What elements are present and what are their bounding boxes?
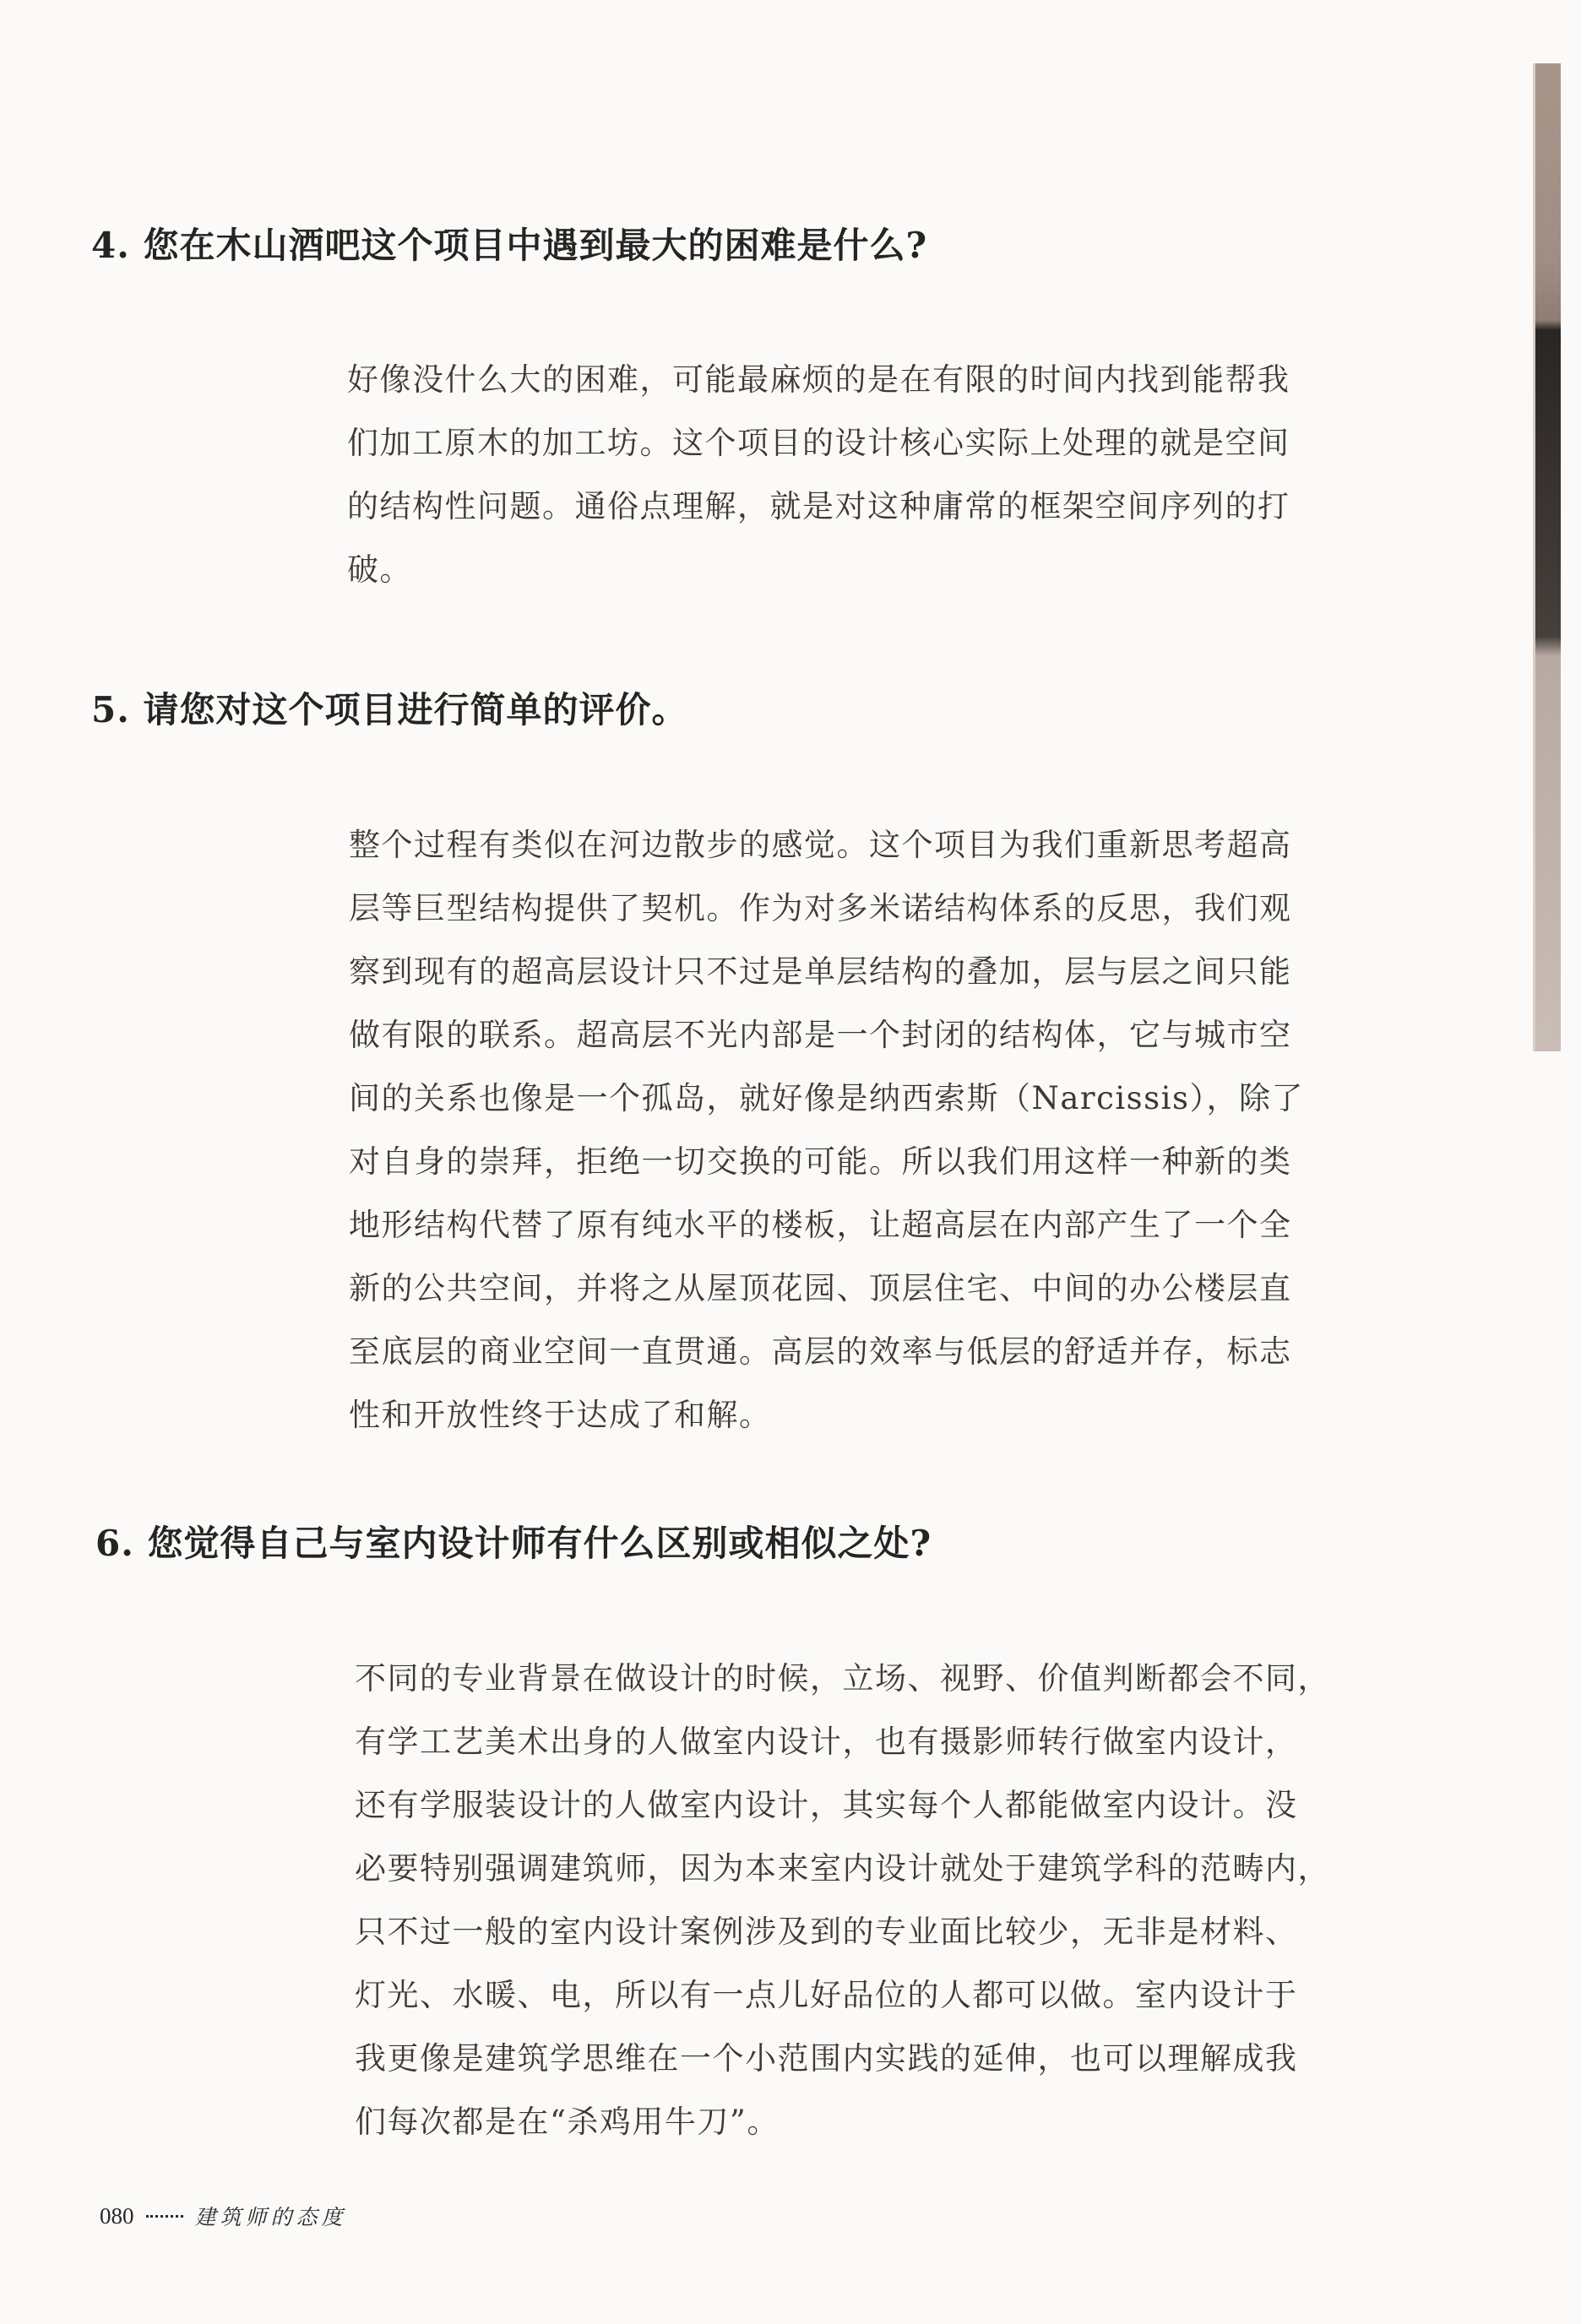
- answer-line: 我更像是建筑学思维在一个小范围内实践的延伸，也可以理解成我: [355, 2040, 1298, 2077]
- book-title: 建筑师的态度: [194, 2205, 347, 2229]
- question-4-heading: 4. 您在木山酒吧这个项目中遇到最大的困难是什么?: [91, 225, 928, 266]
- answer-line: 只不过一般的室内设计案例涉及到的专业面比较少，无非是材料、: [355, 1914, 1298, 1950]
- page-footer: [100, 2201, 347, 2231]
- answer-line: 对自身的崇拜，拒绝一切交换的可能。所以我们用这样一种新的类: [349, 1143, 1292, 1180]
- page-number: 080: [100, 2202, 134, 2229]
- answer-line: 们每次都是在“杀鸡用牛刀”。: [355, 2104, 780, 2140]
- answer-line: 破。: [347, 551, 412, 588]
- answer-line: 地形结构代替了原有纯水平的楼板，让超高层在内部产生了一个全: [349, 1207, 1292, 1243]
- answer-line: 的结构性问题。通俗点理解，就是对这种庸常的框架空间序列的打: [347, 488, 1290, 524]
- answer-line: 灯光、水暖、电，所以有一点儿好品位的人都可以做。室内设计于: [355, 1977, 1298, 2013]
- answer-line: 必要特别强调建筑师，因为本来室内设计就处于建筑学科的范畴内，: [355, 1850, 1330, 1887]
- answer-4-paragraph: [347, 348, 1290, 601]
- question-5-heading: 5. 请您对这个项目进行简单的评价。: [91, 689, 688, 730]
- footer-divider: [146, 2215, 183, 2218]
- answer-line: 至底层的商业空间一直贯通。高层的效率与低层的舒适并存，标志: [349, 1333, 1292, 1370]
- answer-line: 有学工艺美术出身的人做室内设计，也有摄影师转行做室内设计，: [355, 1724, 1298, 1760]
- answer-line: 还有学服装设计的人做室内设计，其实每个人都能做室内设计。没: [355, 1787, 1298, 1823]
- answer-line: 性和开放性终于达成了和解。: [349, 1397, 772, 1433]
- answer-line: 们加工原木的加工坊。这个项目的设计核心实际上处理的就是空间: [347, 425, 1290, 461]
- answer-line: 层等巨型结构提供了契机。作为对多米诺结构体系的反思，我们观: [349, 890, 1292, 926]
- question-6-heading: 6. 您觉得自己与室内设计师有什么区别或相似之处?: [95, 1523, 932, 1564]
- answer-line: 新的公共空间，并将之从屋顶花园、顶层住宅、中间的办公楼层直: [349, 1270, 1292, 1306]
- adjacent-page-photo-strip: [1535, 63, 1561, 1051]
- answer-line: 整个过程有类似在河边散步的感觉。这个项目为我们重新思考超高: [349, 827, 1292, 863]
- answer-5-paragraph: [349, 813, 1304, 1447]
- answer-6-paragraph: [355, 1647, 1330, 2153]
- answer-line: 察到现有的超高层设计只不过是单层结构的叠加，层与层之间只能: [349, 953, 1292, 990]
- answer-line: 做有限的联系。超高层不光内部是一个封闭的结构体，它与城市空: [349, 1017, 1292, 1053]
- answer-line: 不同的专业背景在做设计的时候，立场、视野、价值判断都会不同，: [355, 1660, 1330, 1697]
- answer-line: 好像没什么大的困难，可能最麻烦的是在有限的时间内找到能帮我: [347, 361, 1290, 398]
- answer-line: 间的关系也像是一个孤岛，就好像是纳西索斯（Narcissis），除了: [349, 1080, 1304, 1116]
